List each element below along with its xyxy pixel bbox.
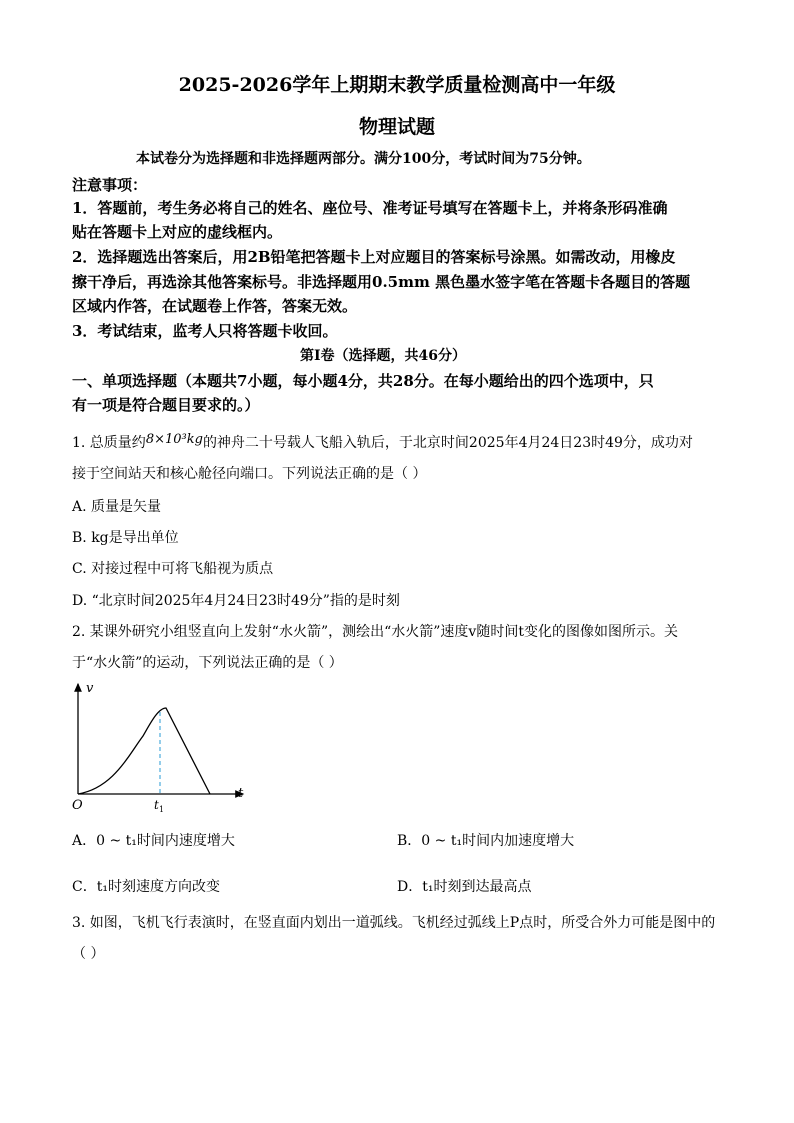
q2-line-1: 2. 某课外研究小组竖直向上发射“水火箭”，测绘出“水火箭”速度v随时间t变化的图像如图所示。关 <box>72 624 678 640</box>
q1-option-a: A. 质量是矢量 <box>72 499 162 515</box>
notice-heading: 注意事项： <box>72 176 148 194</box>
t1-subscript: 1 <box>159 805 165 814</box>
q1-rest: 的神舟二十号载人飞船入轨后，于北京时间2025年4月24日23时49分，成功对 <box>202 435 693 451</box>
notice-line-6: 3．考试结束，监考人只将答题卡收回。 <box>72 322 338 340</box>
velocity-time-graph <box>68 676 258 814</box>
notice-line-1: 1．答题前，考生务必将自己的姓名、座位号、准考证号填写在答题卡上，并将条形码准确 <box>72 199 668 217</box>
t1-label: t <box>154 798 159 812</box>
q2-option-a: A．0 ~ t₁时间内速度增大 <box>72 833 235 849</box>
section-heading-line-1: 一、单项选择题（本题共7小题，每小题4分，共28分。在每小题给出的四个选项中，只 <box>72 372 654 390</box>
q2-option-b: B．0 ~ t₁时间内加速度增大 <box>397 833 575 849</box>
origin-label: O <box>72 798 83 813</box>
q3-line-1: 3. 如图，飞机飞行表演时，在竖直面内划出一道弧线。飞机经过弧线上P点时，所受合外力可能是图中的 <box>72 915 716 931</box>
exam-subtitle: 物理试题 <box>358 116 435 138</box>
t-axis-label: t <box>238 786 244 801</box>
exam-title: 2025-2026学年上期期末教学质量检测高中一年级 <box>178 74 616 96</box>
notice-line-4: 擦干净后，再选涂其他答案标号。非选择题用0.5mm 黑色墨水签字笔在答题卡各题目的答题 <box>72 273 691 291</box>
v-axis-label: v <box>86 681 94 696</box>
q2-option-d: D．t₁时刻到达最高点 <box>397 879 532 895</box>
q2-option-c: C．t₁时刻速度方向改变 <box>72 879 220 895</box>
exam-intro: 本试卷分为选择题和非选择题两部分。满分100分，考试时间为75分钟。 <box>136 151 591 167</box>
q1-option-d: D. “北京时间2025年4月24日23时49分”指的是时刻 <box>72 593 400 609</box>
section-heading-line-2: 有一项是符合题目要求的。） <box>72 396 260 414</box>
part1-heading: 第Ⅰ卷（选择题，共46分） <box>300 348 467 364</box>
q3-line-2: （ ） <box>72 946 105 962</box>
q1-mass: 8×10³kg <box>145 432 203 447</box>
q1-line-1 <box>72 432 693 452</box>
notice-line-2: 贴在答题卡上对应的虚线框内。 <box>72 223 283 241</box>
q2-line-2: 于“水火箭”的运动，下列说法正确的是（ ） <box>72 655 343 671</box>
velocity-curve <box>78 708 210 794</box>
q1-option-c: C. 对接过程中可将飞船视为质点 <box>72 561 274 577</box>
q1-option-b: B. kg是导出单位 <box>72 530 179 546</box>
q1-lead: 1. 总质量约 <box>72 435 146 451</box>
notice-line-5: 区域内作答，在试题卷上作答，答案无效。 <box>72 297 358 315</box>
notice-line-3: 2．选择题选出答案后，用2B铅笔把答题卡上对应题目的答案标号涂黑。如需改动，用橡皮 <box>72 248 676 266</box>
q1-line-2: 接于空间站天和核心舱径向端口。下列说法正确的是（ ） <box>72 466 427 482</box>
